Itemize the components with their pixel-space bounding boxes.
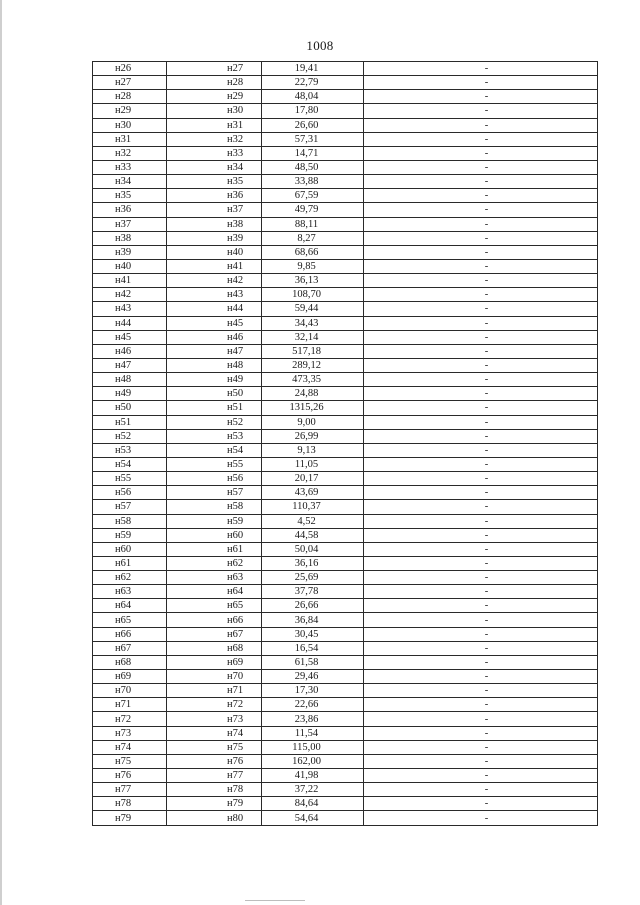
table-row bbox=[93, 358, 598, 372]
table-row bbox=[93, 415, 598, 429]
distance-cell: 37,22 bbox=[262, 783, 364, 797]
distance-cell: 57,31 bbox=[262, 132, 364, 146]
point-to-cell: н33 bbox=[167, 146, 262, 160]
point-to-cell: н40 bbox=[167, 245, 262, 259]
note-cell: - bbox=[364, 542, 598, 556]
point-from-cell: н70 bbox=[93, 684, 167, 698]
table-row bbox=[93, 132, 598, 146]
point-to-cell: н66 bbox=[167, 613, 262, 627]
note-cell: - bbox=[364, 401, 598, 415]
distance-cell: 33,88 bbox=[262, 175, 364, 189]
table-row bbox=[93, 401, 598, 415]
table-row bbox=[93, 627, 598, 641]
note-cell: - bbox=[364, 245, 598, 259]
point-from-cell: н60 bbox=[93, 542, 167, 556]
table-row bbox=[93, 175, 598, 189]
point-from-cell: н57 bbox=[93, 500, 167, 514]
point-from-cell: н49 bbox=[93, 387, 167, 401]
table-row bbox=[93, 387, 598, 401]
distance-cell: 110,37 bbox=[262, 500, 364, 514]
table-row bbox=[93, 500, 598, 514]
table-row bbox=[93, 203, 598, 217]
table-row bbox=[93, 783, 598, 797]
table-row bbox=[93, 373, 598, 387]
distance-cell: 84,64 bbox=[262, 797, 364, 811]
note-cell: - bbox=[364, 457, 598, 471]
note-cell: - bbox=[364, 259, 598, 273]
note-cell: - bbox=[364, 203, 598, 217]
table-row bbox=[93, 104, 598, 118]
distance-cell: 289,12 bbox=[262, 358, 364, 372]
note-cell: - bbox=[364, 754, 598, 768]
distance-cell: 43,69 bbox=[262, 486, 364, 500]
note-cell: - bbox=[364, 274, 598, 288]
point-to-cell: н65 bbox=[167, 599, 262, 613]
table-row bbox=[93, 302, 598, 316]
table-row bbox=[93, 146, 598, 160]
distance-cell: 162,00 bbox=[262, 754, 364, 768]
point-to-cell: н51 bbox=[167, 401, 262, 415]
point-from-cell: н79 bbox=[93, 811, 167, 825]
note-cell: - bbox=[364, 217, 598, 231]
distance-cell: 36,16 bbox=[262, 556, 364, 570]
table-row bbox=[93, 740, 598, 754]
distance-cell: 44,58 bbox=[262, 528, 364, 542]
table-row bbox=[93, 571, 598, 585]
point-from-cell: н78 bbox=[93, 797, 167, 811]
note-cell: - bbox=[364, 118, 598, 132]
table-row bbox=[93, 457, 598, 471]
point-from-cell: н66 bbox=[93, 627, 167, 641]
note-cell: - bbox=[364, 641, 598, 655]
point-to-cell: н74 bbox=[167, 726, 262, 740]
distance-cell: 473,35 bbox=[262, 373, 364, 387]
note-cell: - bbox=[364, 373, 598, 387]
point-to-cell: н72 bbox=[167, 698, 262, 712]
distance-cell: 11,05 bbox=[262, 457, 364, 471]
distance-cell: 50,04 bbox=[262, 542, 364, 556]
table-row bbox=[93, 76, 598, 90]
table-row bbox=[93, 245, 598, 259]
note-cell: - bbox=[364, 443, 598, 457]
point-from-cell: н58 bbox=[93, 514, 167, 528]
point-from-cell: н29 bbox=[93, 104, 167, 118]
point-from-cell: н39 bbox=[93, 245, 167, 259]
point-from-cell: н72 bbox=[93, 712, 167, 726]
point-from-cell: н43 bbox=[93, 302, 167, 316]
point-from-cell: н77 bbox=[93, 783, 167, 797]
point-from-cell: н62 bbox=[93, 571, 167, 585]
point-from-cell: н71 bbox=[93, 698, 167, 712]
point-to-cell: н34 bbox=[167, 160, 262, 174]
table-row bbox=[93, 259, 598, 273]
point-to-cell: н54 bbox=[167, 443, 262, 457]
note-cell: - bbox=[364, 302, 598, 316]
point-to-cell: н42 bbox=[167, 274, 262, 288]
table-row bbox=[93, 189, 598, 203]
distance-cell: 68,66 bbox=[262, 245, 364, 259]
table-row bbox=[93, 599, 598, 613]
point-from-cell: н55 bbox=[93, 472, 167, 486]
point-from-cell: н28 bbox=[93, 90, 167, 104]
note-cell: - bbox=[364, 387, 598, 401]
distance-cell: 9,85 bbox=[262, 259, 364, 273]
note-cell: - bbox=[364, 429, 598, 443]
table-row bbox=[93, 217, 598, 231]
note-cell: - bbox=[364, 811, 598, 825]
point-to-cell: н79 bbox=[167, 797, 262, 811]
table-row bbox=[93, 288, 598, 302]
distance-cell: 88,11 bbox=[262, 217, 364, 231]
note-cell: - bbox=[364, 655, 598, 669]
note-cell: - bbox=[364, 726, 598, 740]
distance-cell: 48,50 bbox=[262, 160, 364, 174]
distance-cell: 19,41 bbox=[262, 62, 364, 76]
point-to-cell: н43 bbox=[167, 288, 262, 302]
note-cell: - bbox=[364, 146, 598, 160]
point-to-cell: н39 bbox=[167, 231, 262, 245]
distance-cell: 108,70 bbox=[262, 288, 364, 302]
distance-cell: 36,84 bbox=[262, 613, 364, 627]
distance-cell: 49,79 bbox=[262, 203, 364, 217]
distance-cell: 23,86 bbox=[262, 712, 364, 726]
table-row bbox=[93, 514, 598, 528]
point-to-cell: н60 bbox=[167, 528, 262, 542]
point-to-cell: н50 bbox=[167, 387, 262, 401]
distance-cell: 20,17 bbox=[262, 472, 364, 486]
distance-cell: 26,60 bbox=[262, 118, 364, 132]
distance-cell: 22,66 bbox=[262, 698, 364, 712]
point-from-cell: н48 bbox=[93, 373, 167, 387]
note-cell: - bbox=[364, 415, 598, 429]
table-row bbox=[93, 542, 598, 556]
point-to-cell: н48 bbox=[167, 358, 262, 372]
note-cell: - bbox=[364, 556, 598, 570]
distance-cell: 24,88 bbox=[262, 387, 364, 401]
point-from-cell: н52 bbox=[93, 429, 167, 443]
distance-cell: 8,27 bbox=[262, 231, 364, 245]
point-to-cell: н41 bbox=[167, 259, 262, 273]
note-cell: - bbox=[364, 500, 598, 514]
note-cell: - bbox=[364, 189, 598, 203]
note-cell: - bbox=[364, 769, 598, 783]
distance-cell: 59,44 bbox=[262, 302, 364, 316]
point-from-cell: н35 bbox=[93, 189, 167, 203]
distance-cell: 22,79 bbox=[262, 76, 364, 90]
point-from-cell: н59 bbox=[93, 528, 167, 542]
table-row bbox=[93, 811, 598, 825]
table-row bbox=[93, 613, 598, 627]
distance-cell: 61,58 bbox=[262, 655, 364, 669]
table-row bbox=[93, 769, 598, 783]
distance-cell: 9,13 bbox=[262, 443, 364, 457]
table-row bbox=[93, 655, 598, 669]
table-row bbox=[93, 670, 598, 684]
table-row bbox=[93, 429, 598, 443]
point-to-cell: н47 bbox=[167, 344, 262, 358]
point-from-cell: н31 bbox=[93, 132, 167, 146]
point-to-cell: н32 bbox=[167, 132, 262, 146]
table-row bbox=[93, 585, 598, 599]
distance-cell: 67,59 bbox=[262, 189, 364, 203]
note-cell: - bbox=[364, 76, 598, 90]
bottom-scan-mark bbox=[245, 900, 305, 901]
table-row bbox=[93, 231, 598, 245]
point-from-cell: н42 bbox=[93, 288, 167, 302]
point-from-cell: н76 bbox=[93, 769, 167, 783]
point-to-cell: н27 bbox=[167, 62, 262, 76]
point-to-cell: н44 bbox=[167, 302, 262, 316]
note-cell: - bbox=[364, 104, 598, 118]
point-to-cell: н68 bbox=[167, 641, 262, 655]
scan-edge-line bbox=[0, 0, 2, 905]
point-to-cell: н80 bbox=[167, 811, 262, 825]
table-row bbox=[93, 486, 598, 500]
distance-cell: 32,14 bbox=[262, 330, 364, 344]
point-to-cell: н35 bbox=[167, 175, 262, 189]
note-cell: - bbox=[364, 62, 598, 76]
point-from-cell: н56 bbox=[93, 486, 167, 500]
point-to-cell: н64 bbox=[167, 585, 262, 599]
note-cell: - bbox=[364, 528, 598, 542]
table-row bbox=[93, 118, 598, 132]
note-cell: - bbox=[364, 288, 598, 302]
point-from-cell: н33 bbox=[93, 160, 167, 174]
point-to-cell: н78 bbox=[167, 783, 262, 797]
point-from-cell: н45 bbox=[93, 330, 167, 344]
point-from-cell: н53 bbox=[93, 443, 167, 457]
point-to-cell: н55 bbox=[167, 457, 262, 471]
distance-cell: 26,99 bbox=[262, 429, 364, 443]
note-cell: - bbox=[364, 175, 598, 189]
point-from-cell: н63 bbox=[93, 585, 167, 599]
point-from-cell: н65 bbox=[93, 613, 167, 627]
note-cell: - bbox=[364, 472, 598, 486]
point-to-cell: н36 bbox=[167, 189, 262, 203]
point-to-cell: н57 bbox=[167, 486, 262, 500]
distance-cell: 517,18 bbox=[262, 344, 364, 358]
point-to-cell: н70 bbox=[167, 670, 262, 684]
table-row bbox=[93, 160, 598, 174]
distance-cell: 37,78 bbox=[262, 585, 364, 599]
point-to-cell: н30 bbox=[167, 104, 262, 118]
point-to-cell: н37 bbox=[167, 203, 262, 217]
note-cell: - bbox=[364, 585, 598, 599]
table-row bbox=[93, 443, 598, 457]
distance-cell: 54,64 bbox=[262, 811, 364, 825]
note-cell: - bbox=[364, 486, 598, 500]
distance-cell: 115,00 bbox=[262, 740, 364, 754]
point-from-cell: н73 bbox=[93, 726, 167, 740]
distance-cell: 11,54 bbox=[262, 726, 364, 740]
table-row bbox=[93, 330, 598, 344]
page-number: 1008 bbox=[306, 38, 334, 53]
point-from-cell: н37 bbox=[93, 217, 167, 231]
note-cell: - bbox=[364, 344, 598, 358]
point-from-cell: н32 bbox=[93, 146, 167, 160]
distance-cell: 1315,26 bbox=[262, 401, 364, 415]
point-from-cell: н46 bbox=[93, 344, 167, 358]
note-cell: - bbox=[364, 231, 598, 245]
table-row bbox=[93, 90, 598, 104]
table-row bbox=[93, 274, 598, 288]
point-from-cell: н68 bbox=[93, 655, 167, 669]
note-cell: - bbox=[364, 571, 598, 585]
point-from-cell: н27 bbox=[93, 76, 167, 90]
table-row bbox=[93, 62, 598, 76]
table-row bbox=[93, 316, 598, 330]
table-row bbox=[93, 797, 598, 811]
table-row bbox=[93, 528, 598, 542]
note-cell: - bbox=[364, 670, 598, 684]
table-row bbox=[93, 712, 598, 726]
table-row bbox=[93, 556, 598, 570]
point-to-cell: н75 bbox=[167, 740, 262, 754]
distance-cell: 17,30 bbox=[262, 684, 364, 698]
note-cell: - bbox=[364, 783, 598, 797]
distance-cell: 30,45 bbox=[262, 627, 364, 641]
note-cell: - bbox=[364, 330, 598, 344]
point-to-cell: н46 bbox=[167, 330, 262, 344]
note-cell: - bbox=[364, 698, 598, 712]
point-to-cell: н28 bbox=[167, 76, 262, 90]
distance-cell: 34,43 bbox=[262, 316, 364, 330]
note-cell: - bbox=[364, 627, 598, 641]
distance-cell: 36,13 bbox=[262, 274, 364, 288]
point-to-cell: н31 bbox=[167, 118, 262, 132]
point-to-cell: н45 bbox=[167, 316, 262, 330]
point-from-cell: н40 bbox=[93, 259, 167, 273]
point-from-cell: н38 bbox=[93, 231, 167, 245]
note-cell: - bbox=[364, 740, 598, 754]
point-from-cell: н54 bbox=[93, 457, 167, 471]
note-cell: - bbox=[364, 358, 598, 372]
point-to-cell: н59 bbox=[167, 514, 262, 528]
distance-cell: 17,80 bbox=[262, 104, 364, 118]
distance-cell: 9,00 bbox=[262, 415, 364, 429]
distance-cell: 48,04 bbox=[262, 90, 364, 104]
coordinates-table bbox=[92, 61, 598, 826]
point-to-cell: н38 bbox=[167, 217, 262, 231]
table-row bbox=[93, 698, 598, 712]
point-from-cell: н67 bbox=[93, 641, 167, 655]
note-cell: - bbox=[364, 712, 598, 726]
distance-cell: 25,69 bbox=[262, 571, 364, 585]
point-to-cell: н52 bbox=[167, 415, 262, 429]
point-from-cell: н51 bbox=[93, 415, 167, 429]
point-from-cell: н74 bbox=[93, 740, 167, 754]
note-cell: - bbox=[364, 613, 598, 627]
point-to-cell: н29 bbox=[167, 90, 262, 104]
point-from-cell: н64 bbox=[93, 599, 167, 613]
note-cell: - bbox=[364, 599, 598, 613]
point-from-cell: н34 bbox=[93, 175, 167, 189]
point-from-cell: н47 bbox=[93, 358, 167, 372]
note-cell: - bbox=[364, 797, 598, 811]
distance-cell: 41,98 bbox=[262, 769, 364, 783]
table-row bbox=[93, 754, 598, 768]
point-to-cell: н53 bbox=[167, 429, 262, 443]
point-from-cell: н69 bbox=[93, 670, 167, 684]
note-cell: - bbox=[364, 160, 598, 174]
distance-cell: 14,71 bbox=[262, 146, 364, 160]
point-from-cell: н61 bbox=[93, 556, 167, 570]
table-row bbox=[93, 472, 598, 486]
table-row bbox=[93, 344, 598, 358]
note-cell: - bbox=[364, 132, 598, 146]
point-to-cell: н58 bbox=[167, 500, 262, 514]
point-from-cell: н75 bbox=[93, 754, 167, 768]
table-body bbox=[93, 62, 598, 826]
table-row bbox=[93, 726, 598, 740]
point-to-cell: н63 bbox=[167, 571, 262, 585]
point-to-cell: н76 bbox=[167, 754, 262, 768]
point-from-cell: н30 bbox=[93, 118, 167, 132]
point-to-cell: н73 bbox=[167, 712, 262, 726]
note-cell: - bbox=[364, 316, 598, 330]
distance-cell: 26,66 bbox=[262, 599, 364, 613]
point-to-cell: н61 bbox=[167, 542, 262, 556]
point-to-cell: н71 bbox=[167, 684, 262, 698]
distance-cell: 4,52 bbox=[262, 514, 364, 528]
point-to-cell: н67 bbox=[167, 627, 262, 641]
note-cell: - bbox=[364, 514, 598, 528]
point-from-cell: н26 bbox=[93, 62, 167, 76]
distance-cell: 16,54 bbox=[262, 641, 364, 655]
note-cell: - bbox=[364, 684, 598, 698]
table-row bbox=[93, 641, 598, 655]
distance-cell: 29,46 bbox=[262, 670, 364, 684]
point-to-cell: н62 bbox=[167, 556, 262, 570]
note-cell: - bbox=[364, 90, 598, 104]
point-from-cell: н41 bbox=[93, 274, 167, 288]
point-from-cell: н36 bbox=[93, 203, 167, 217]
point-to-cell: н77 bbox=[167, 769, 262, 783]
point-from-cell: н50 bbox=[93, 401, 167, 415]
point-to-cell: н56 bbox=[167, 472, 262, 486]
point-to-cell: н49 bbox=[167, 373, 262, 387]
table-row bbox=[93, 684, 598, 698]
point-to-cell: н69 bbox=[167, 655, 262, 669]
point-from-cell: н44 bbox=[93, 316, 167, 330]
